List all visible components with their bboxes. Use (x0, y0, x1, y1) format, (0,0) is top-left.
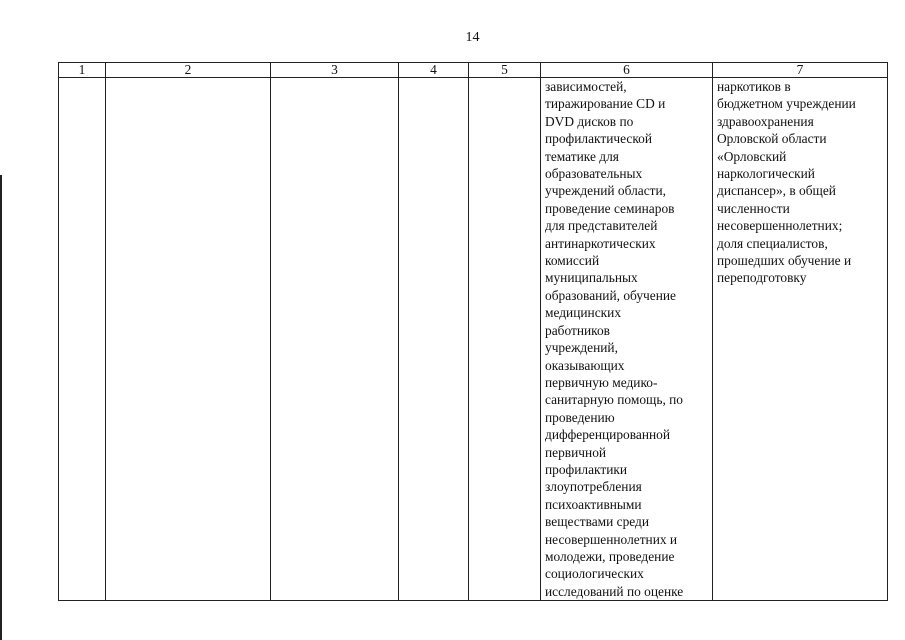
column-header-7: 7 (713, 63, 888, 78)
page-number: 14 (465, 30, 480, 45)
table-row (59, 78, 888, 601)
document-table (58, 62, 888, 601)
column-header-4: 4 (399, 63, 469, 78)
table-header-row (59, 63, 888, 78)
cell-col-2 (106, 78, 271, 601)
cell-col-4 (399, 78, 469, 601)
column-header-1: 1 (59, 63, 106, 78)
scan-edge-line (0, 175, 2, 640)
column-header-3: 3 (271, 63, 399, 78)
cell-col-7-text: наркотиков в бюджетном учреждении здравоохранения Орловской области «Орловский наркологический диспансер», в общей численности несовершеннолетних; доля специалистов, прошедших обучение и переподготовку (717, 79, 856, 286)
column-header-5: 5 (469, 63, 541, 78)
cell-col-3 (271, 78, 399, 601)
cell-col-6-text: зависимостей, тиражирование CD и DVD дисков по профилактической тематике для образовательных учреждений области, проведение семинаров для представителей антинаркотических комиссий муниципальных образований, обучение медицинских работников учреждений, оказывающих первичную медико- санитарную помощь, по проведению дифференцированной первичной профилактики злоупотребления психоактивными веществами среди несовершеннолетних и молодежи, проведение социологических исследований по оценке (545, 79, 684, 599)
column-header-6: 6 (541, 63, 713, 78)
cell-col-7 (713, 78, 888, 601)
cell-col-6 (541, 78, 713, 601)
column-header-2: 2 (106, 63, 271, 78)
cell-col-5 (469, 78, 541, 601)
cell-col-1 (59, 78, 106, 601)
